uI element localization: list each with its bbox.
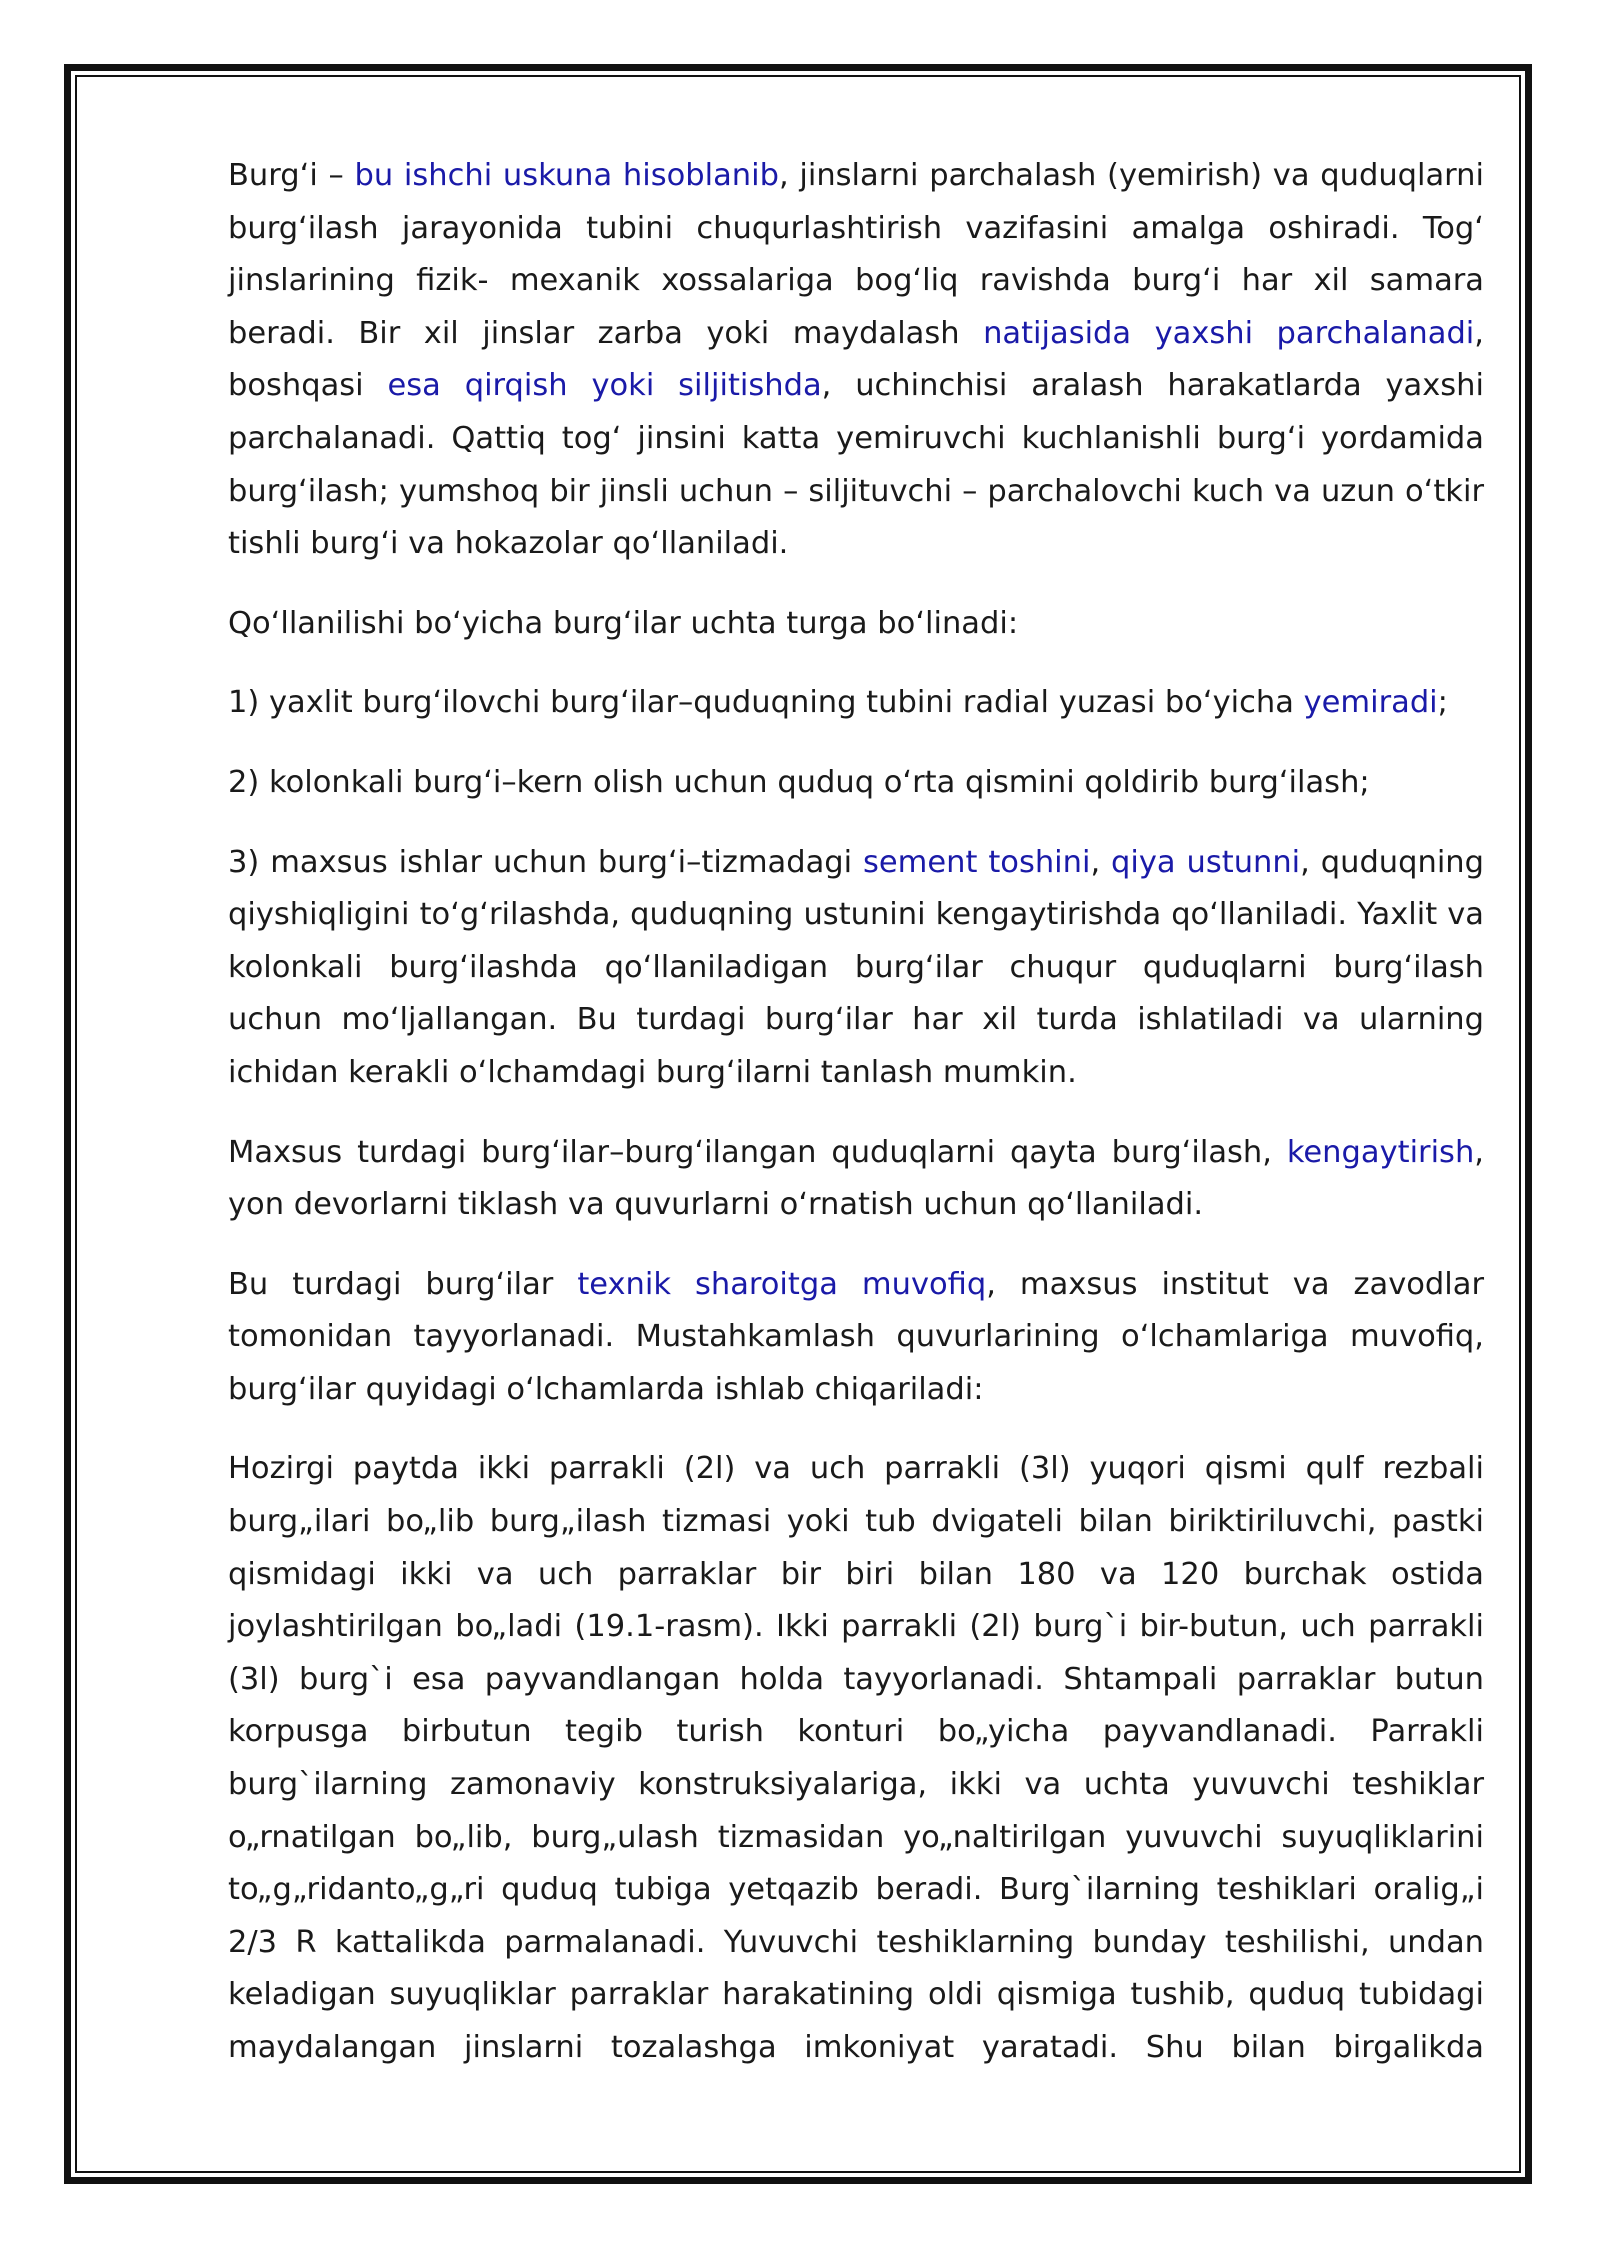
text-run: ; [1437,685,1448,721]
paragraph-5 [228,837,1484,1100]
text-run: , quduqning qiyshiqligini to‘g‘rilashda, quduqning ustunini kengaytirishda qo‘llaniladi. Yaxlit va kolonkali burg‘ilashda qo‘llaniladigan burg‘ilar chuqur quduqlarni burg‘ilash uchun mo‘ljallangan. Bu turdagi burg‘ilar har xil turda ishlatiladi va ularning ichidan kerakli o‘lchamdagi burg‘ilarni tanlash mumkin. [228,844,1484,1090]
text-run: Maxsus turdagi burg‘ilar–burg‘ilangan quduqlarni qayta burg‘ilash, [228,1134,1287,1170]
paragraph-4 [228,757,1484,810]
paragraph-8 [228,1443,1484,2074]
hyperlink[interactable]: esa qirqish yoki siljitishda [387,368,822,404]
hyperlink[interactable]: texnik sharoitga muvofiq [577,1266,987,1302]
text-run: Hozirgi paytda ikki parrakli (2l) va uch parrakli (3l) yuqori qismi qulf rezbali burg„ilari bo„lib burg„ilash tizmasi yoki tub dvigateli bilan biriktiriluvchi, pastki qismidagi ikki va uch parraklar bir biri bilan 180 va 120 burchak ostida joylashtirilgan bo„ladi (19.1-rasm). Ikki parrakli (2l) burg`i bir-butun, uch parrakli (3l) burg`i esa payvandlangan holda tayyorlanadi. Shtampali parraklar butun korpusga birbutun tegib turish konturi bo„yicha payvandlanadi. Parrakli burg`ilarning zamonaviy konstruksiyalariga, ikki va uchta yuvuvchi teshiklar o„rnatilgan bo„lib, burg„ulash tizmasidan yo„naltirilgan yuvuvchi suyuqliklarini to„g„ridanto„g„ri quduq tubiga yetqazib beradi. Burg`ilarning teshiklari oralig„i 2/3 R kattalikda parmalanadi. Yuvuvchi teshiklarning bunday teshilishi, undan keladigan suyuqliklar parraklar harakatining oldi qismiga tushib, quduq tubidagi maydalangan jinslarni tozalashga imkoniyat yaratadi. Shu bilan birgalikda [228,1451,1484,2065]
paragraph-1 [228,150,1484,571]
hyperlink[interactable]: sement toshini [863,844,1091,880]
paragraph-3 [228,677,1484,730]
text-run: , boshqasi [228,315,1484,404]
text-run: , maxsus institut va zavodlar tomonidan tayyorlanadi. Mustahkamlash quvurlarining o‘lchamlariga muvofiq, burg‘ilar quyidagi o‘lchamlarda ishlab chiqariladi: [228,1266,1484,1407]
hyperlink[interactable]: yemiradi [1303,685,1438,721]
paragraph-7 [228,1259,1484,1417]
document-body [228,150,1484,2102]
text-run: , uchinchisi aralash harakatlarda yaxshi parchalanadi. Qattiq tog‘ jinsini katta yemiruvchi kuchlanishli burg‘i yordamida burg‘ilash; yumshoq bir jinsli uchun – siljituvchi – parchalovchi kuch va uzun o‘tkir tishli burg‘i va hokazolar qo‘llaniladi. [228,368,1484,562]
hyperlink[interactable]: natijasida yaxshi parchalanadi [983,315,1475,351]
hyperlink[interactable]: bu ishchi uskuna hisoblanib [354,158,779,193]
text-run: , jinslarni parchalash (yemirish) va quduqlarni burg‘ilash jarayonida tubini chuqurlashtirish vazifasini amalga oshiradi. Tog‘ jinslarining fizik- mexanik xossalariga bog‘liq ravishda burg‘i har xil samara beradi. Bir xil jinslar zarba yoki maydalash [228,158,1484,351]
paragraph-2 [228,598,1484,651]
paragraph-6 [228,1127,1484,1232]
text-run: 1) yaxlit burg‘ilovchi burg‘ilar–quduqning tubini radial yuzasi bo‘yicha [228,685,1304,721]
hyperlink[interactable]: kengaytirish [1286,1134,1475,1170]
text-run: Qo‘llanilishi bo‘yicha burg‘ilar uchta turga bo‘linadi: [228,605,1019,641]
text-run: 2) kolonkali burg‘i–kern olish uchun quduq o‘rta qismini qoldirib burg‘ilash; [228,764,1370,800]
text-run: Burg‘i – [228,158,355,193]
hyperlink[interactable]: qiya ustunni [1111,844,1301,880]
text-run: Bu turdagi burg‘ilar [228,1266,578,1302]
text-run: 3) maxsus ishlar uchun burg‘i–tizmadagi [228,844,864,880]
text-run: , [1090,844,1112,880]
text-run: , yon devorlarni tiklash va quvurlarni o‘rnatish uchun qo‘llaniladi. [228,1134,1484,1223]
